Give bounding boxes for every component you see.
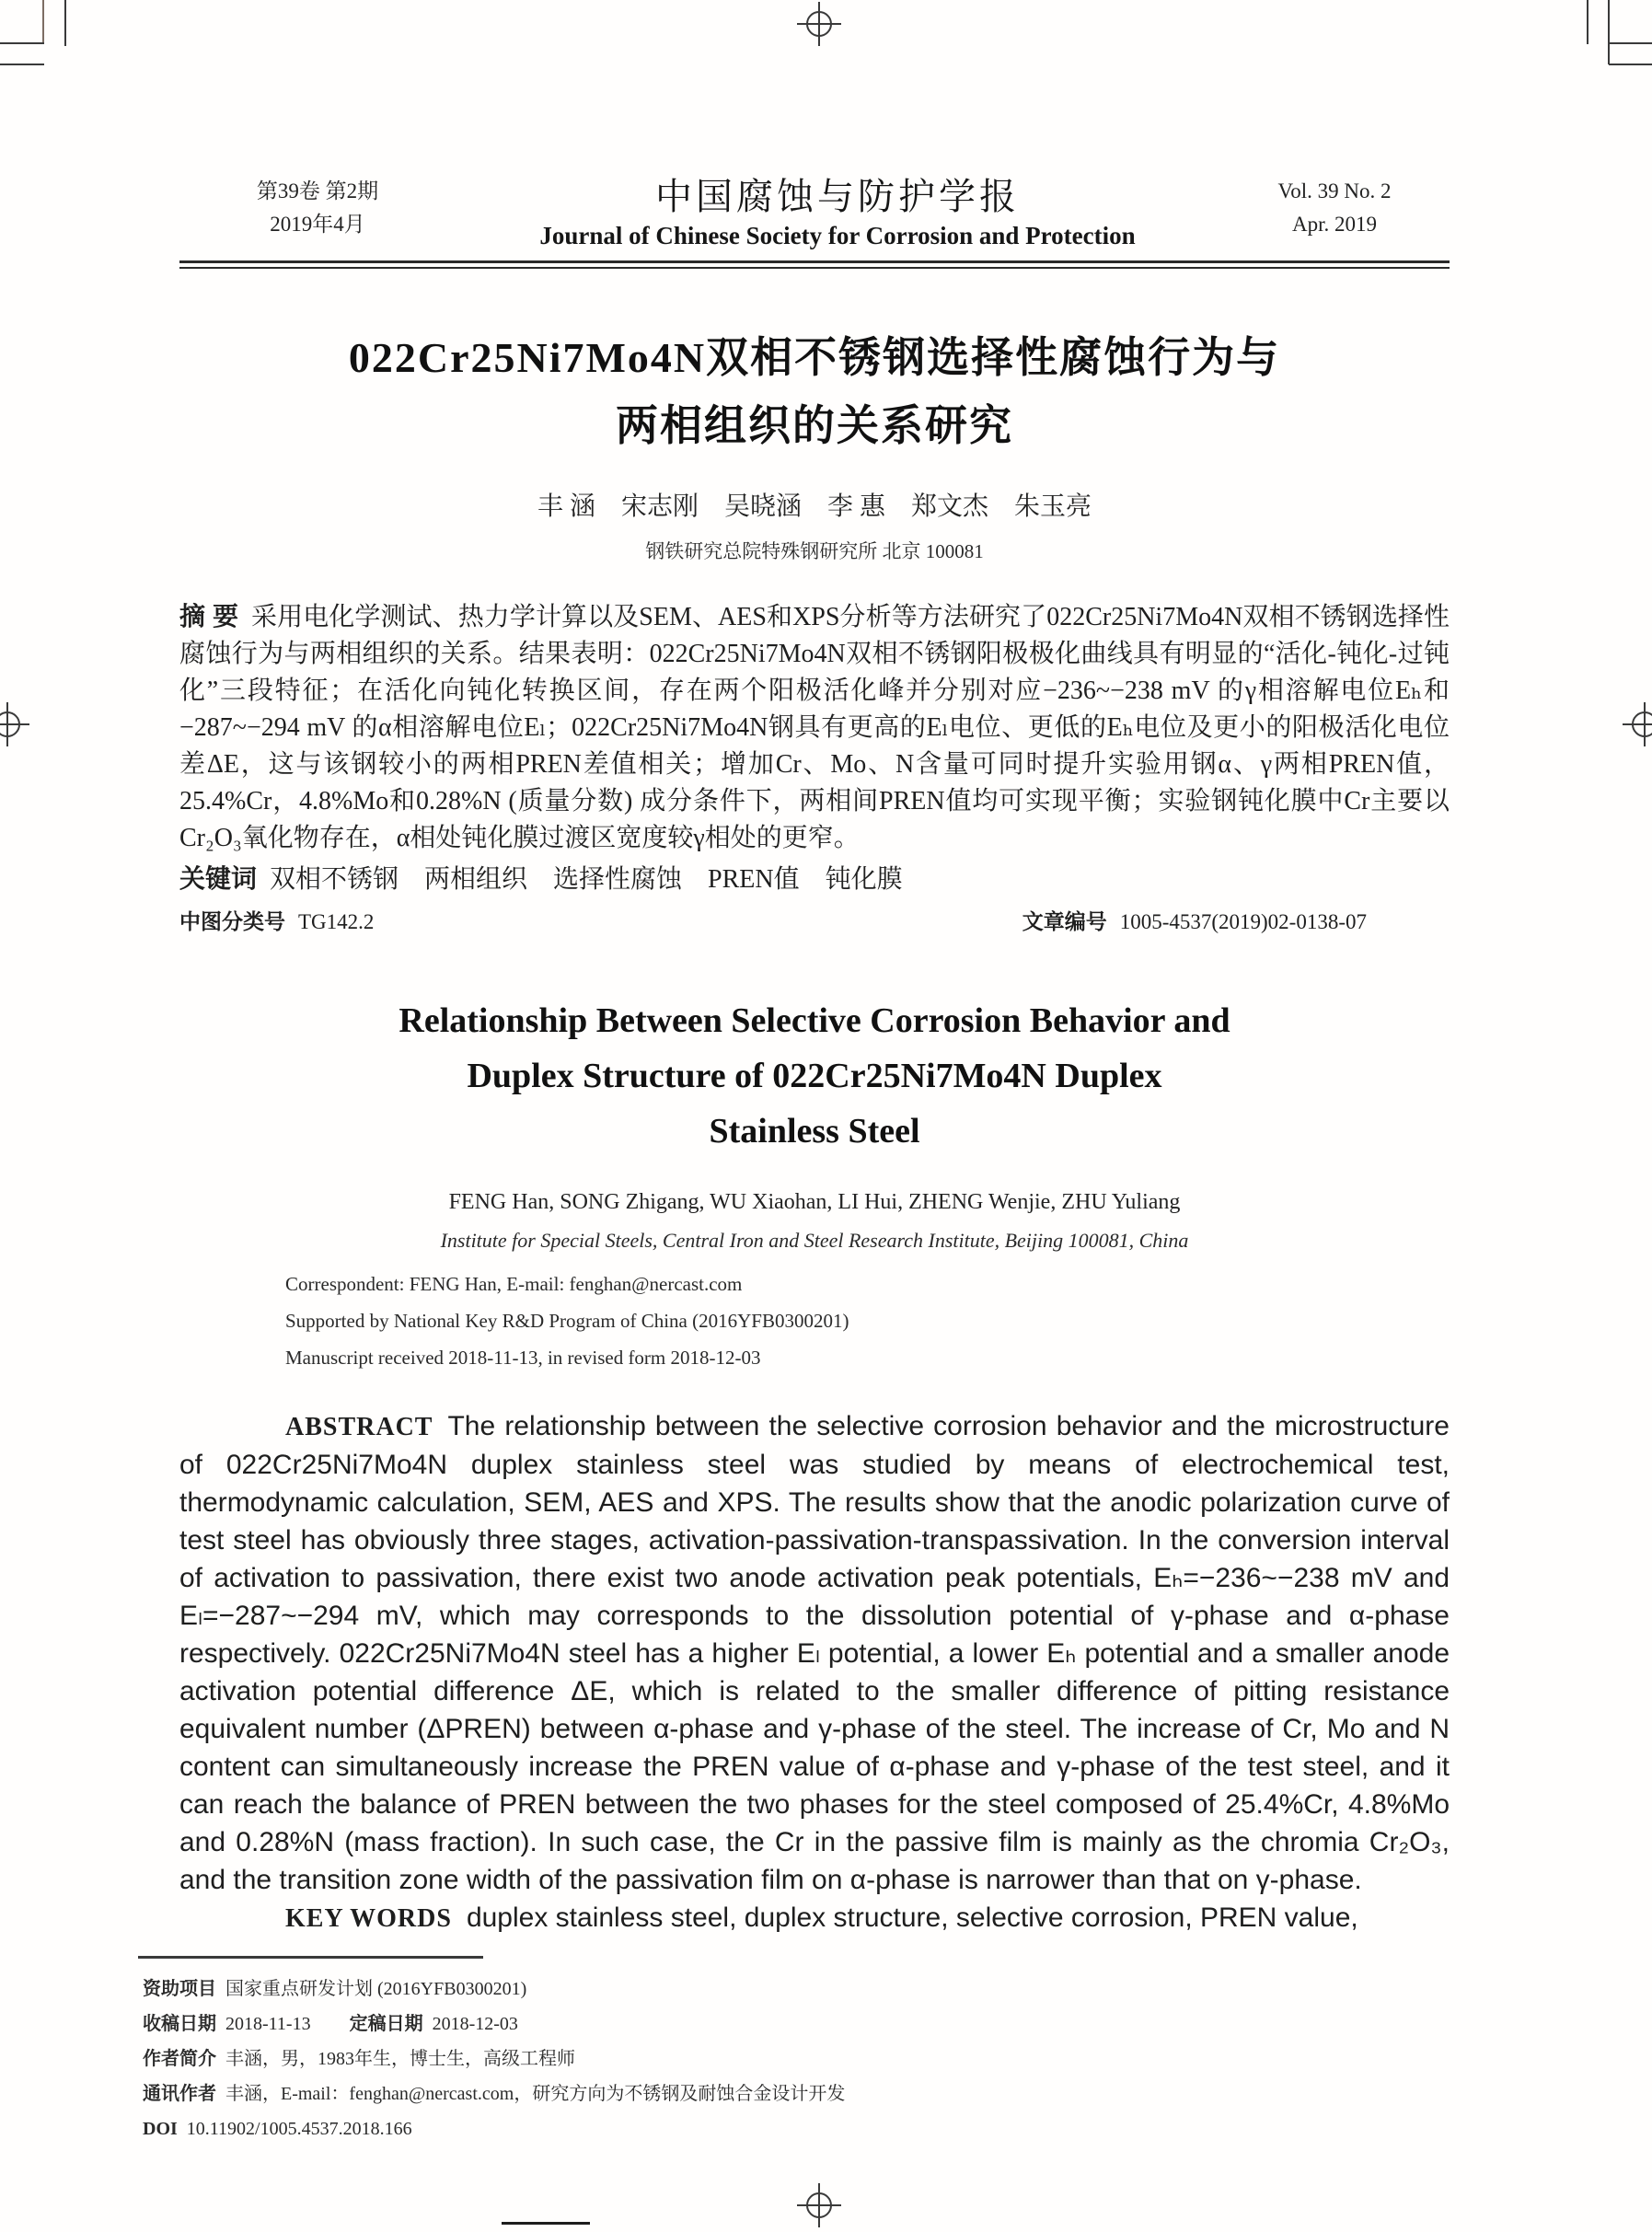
journal-name-cn: 中国腐蚀与防护学报 [655,176,1020,217]
doi-label: DOI [143,2119,178,2139]
finalized-value: 2018-12-03 [432,2014,518,2034]
journal-header [179,175,1450,253]
crop-mark [0,42,44,44]
affiliation-cn: 钢铁研究总院特殊钢研究所 北京 100081 [645,540,984,562]
article-title-cn-line2: 两相组织的关系研究 [616,402,1013,449]
crop-mark [1609,42,1652,44]
abstract-en-label: ABSTRACT [285,1413,433,1441]
registration-mark-icon [0,702,29,746]
footnote-corresponding [143,2076,1450,2111]
classification-row [179,906,1450,938]
journal-issue-line1: 第39卷 第2期 [256,179,379,202]
footnote-dates [143,2006,1450,2041]
footnote-fund [143,1972,1450,2006]
keywords-cn-text: 双相不锈钢 两相组织 选择性腐蚀 PREN值 钝化膜 [270,865,903,894]
bio-label: 作者简介 [143,2049,216,2069]
keywords-en [179,1899,1450,1937]
article-title-en-line3: Stainless Steel [709,1112,920,1151]
article-id [1022,906,1367,938]
authors-cn: 丰 涵 宋志刚 吴晓涵 李 惠 郑文杰 朱玉亮 [537,492,1092,521]
doi-value: 10.11902/1005.4537.2018.166 [186,2119,412,2139]
crop-mark [64,0,66,46]
journal-volume-block [1219,175,1450,241]
crop-mark [0,64,44,65]
journal-issue-line2: 2019年4月 [270,213,365,236]
journal-date: Apr. 2019 [1292,213,1377,236]
journal-volume: Vol. 39 No. 2 [1277,179,1392,202]
article-title-cn-line1: 022Cr25Ni7Mo4N双相不锈钢选择性腐蚀行为与 [348,334,1281,381]
article-id-label: 文章编号 [1022,909,1107,933]
footnote-rule [138,1956,483,1959]
abstract-cn-label: 摘 要 [179,602,239,630]
keywords-en-label: KEY WORDS [285,1904,452,1933]
journal-issue-block [179,175,456,241]
corresponding-value: 丰涵，E-mail：fenghan@nercast.com，研究方向为不锈钢及耐蚀合金设计开发 [225,2084,846,2104]
keywords-cn [179,861,1450,898]
corresponding-label: 通讯作者 [143,2084,216,2104]
article-title-en [179,993,1450,1159]
page-content [143,0,1450,2146]
fund-value: 国家重点研发计划 (2016YFB0300201) [225,1979,527,1999]
article-title-en-line2: Duplex Structure of 022Cr25Ni7Mo4N Duplex [467,1057,1162,1095]
bio-value: 丰涵，男，1983年生，博士生，高级工程师 [225,2049,575,2069]
received-label: 收稿日期 [143,2014,216,2034]
crop-mark [1608,0,1610,64]
supported-line: Supported by National Key R&D Program of China (2016YFB0300201) [285,1310,849,1332]
crop-mark [1609,64,1652,65]
affiliation-en: Institute for Special Steels, Central Iron and Steel Research Institute, Beijing 100081, China [440,1229,1189,1252]
crop-mark [502,2222,590,2225]
crop-mark [1587,0,1588,44]
fund-label: 资助项目 [143,1979,216,1999]
keywords-cn-label: 关键词 [179,864,258,893]
clc-value: TG142.2 [298,910,375,933]
registration-mark-icon [797,2183,841,2227]
journal-name-en: Journal of Chinese Society for Corrosion and Protection [539,222,1136,249]
received-value: 2018-11-13 [225,2014,311,2034]
manuscript-line: Manuscript received 2018-11-13, in revised form 2018-12-03 [285,1347,761,1369]
abstract-cn [179,598,1450,857]
abstract-cn-text: 采用电化学测试、热力学计算以及SEM、AES和XPS分析等方法研究了022Cr25Ni7Mo4N双相不锈钢选择性腐蚀行为与两相组织的关系。结果表明：022Cr25Ni7Mo4N双相不锈钢阳极极化曲线具有明显的“活化-钝化-过钝化”三段特征；在活化向钝化转换区间，存在两个阳极活化峰并分别对应−236~−238 mV 的γ相溶解电位Eₕ和−287~−294 mV 的α相溶解电位Eₗ；022Cr25Ni7Mo4N钢具有更高的Eₗ电位、更低的Eₕ电位及更小的阳极活化电位差ΔE，这与该钢较小的两相PREN差值相关；增加Cr、Mo、N含量可同时提升实验用钢α、γ两相PREN值，25.4%Cr，4.8%Mo和0.28%N (质量分数) 成分条件下，两相间PREN值均可实现平衡；实验钢钝化膜中Cr主要以Cr₂O₃氧化物存在，α相处钝化膜过渡区宽度较γ相处的更窄。 [179,603,1450,852]
footnote-bio [143,2041,1450,2076]
authors-en: FENG Han, SONG Zhigang, WU Xiaohan, LI Hui, ZHENG Wenjie, ZHU Yuliang [448,1190,1181,1214]
keywords-en-text: duplex stainless steel, duplex structure, selective corrosion, PREN value, [466,1902,1358,1933]
footnotes [143,1972,1450,2146]
abstract-en [179,1407,1450,1899]
article-info-lines [285,1266,1450,1376]
footnote-doi [143,2111,1450,2146]
clc-number [179,906,374,938]
abstract-en-text: The relationship between the selective corrosion behavior and the microstructure of 022Cr25Ni7Mo4N duplex stainless steel was studied by means of electrochemical test, thermodynamic calculation, SEM, AES and XPS. The results show that the anodic polarization curve of test steel has obviously three stages, activation-passivation-transpassivation. In the conversion interval of activation to passivation, there exist two anode activation peak potentials, Eₕ=−236~−238 mV and Eₗ=−287~−294 mV, which may corresponds to the dissolution potential of γ-phase and α-phase respectively. 022Cr25Ni7Mo4N steel has a higher Eₗ potential, a lower Eₕ potential and a smaller anode activation potential difference ΔE, which is related to the smaller difference of pitting resistance equivalent number (ΔPREN) between α-phase and γ-phase of the steel. The increase of Cr, Mo and N content can simultaneously increase the PREN value of α-phase and γ-phase of the test steel, and it can reach the balance of PREN between the two phases for the steel composed of 25.4%Cr, 4.8%Mo and 0.28%N (mass fraction). In such case, the Cr in the passive film is mainly as the chromia Cr₂O₃, and the transition zone width of the passivation film on α-phase is narrower than that on γ-phase. [179,1411,1450,1895]
article-id-value: 1005-4537(2019)02-0138-07 [1119,910,1367,933]
correspondent-line: Correspondent: FENG Han, E-mail: fenghan@nercast.com [285,1273,743,1295]
finalized-label: 定稿日期 [349,2014,423,2034]
clc-label: 中图分类号 [179,909,285,933]
journal-name-block [456,175,1219,253]
crop-mark [42,0,44,43]
header-double-rule [179,260,1450,269]
registration-mark-icon [1623,702,1652,746]
article-title-en-line1: Relationship Between Selective Corrosion Behavior and [399,1001,1230,1040]
article-title-cn [179,324,1450,460]
